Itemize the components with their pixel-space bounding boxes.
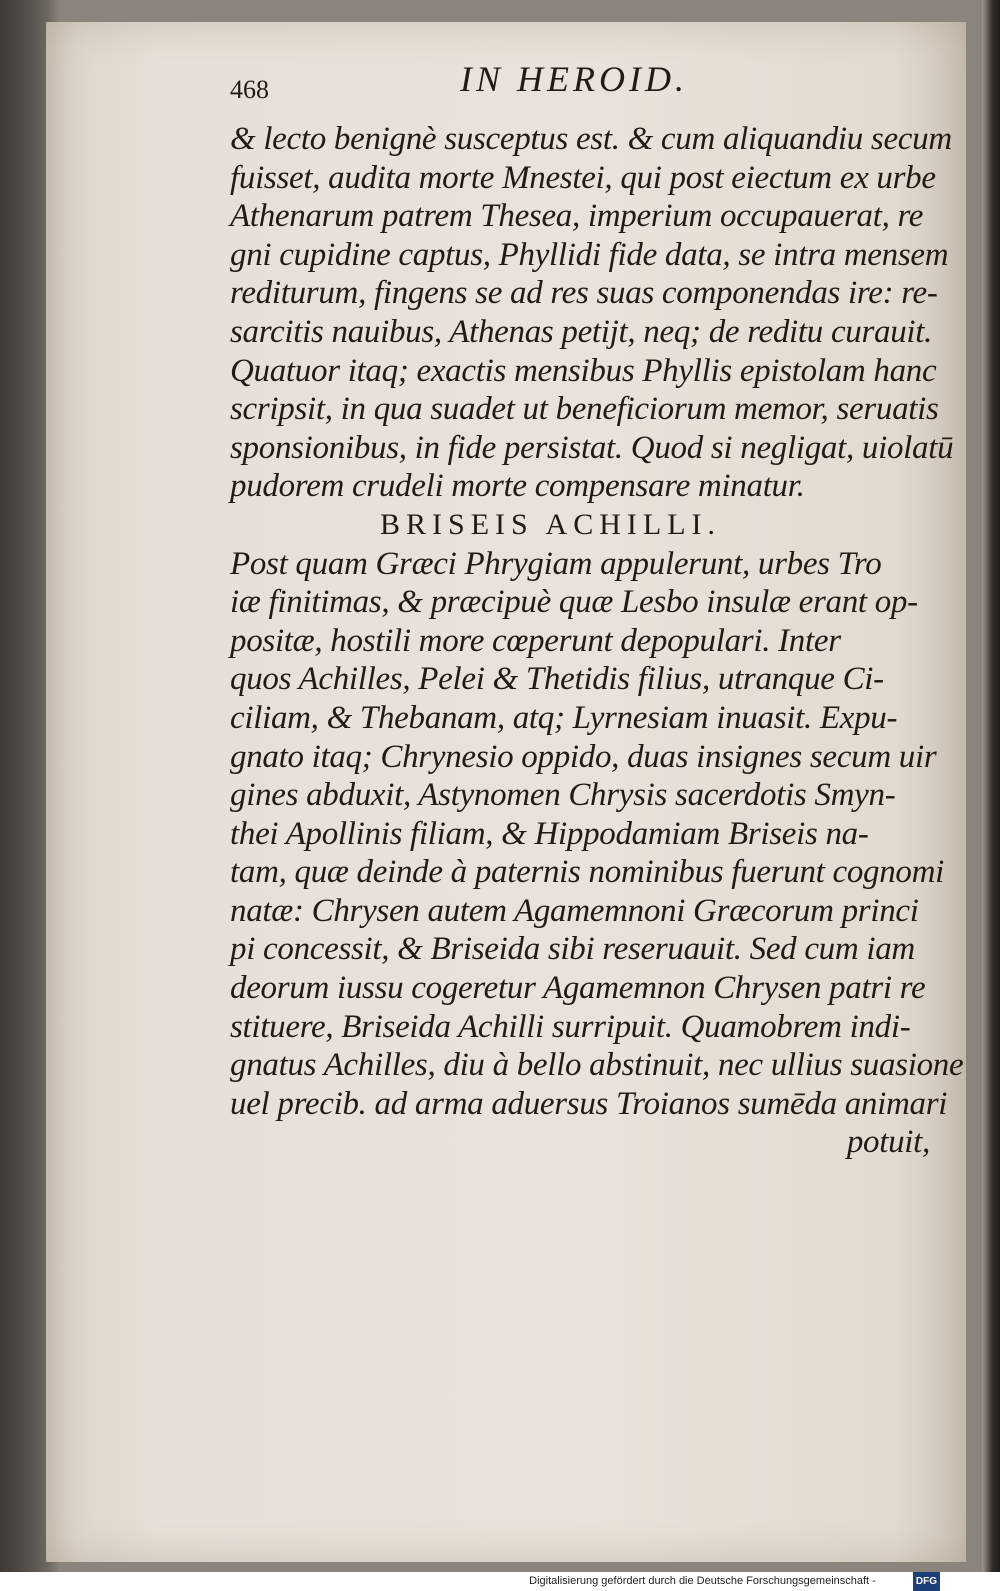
text-line: gines abduxit, Astynomen Chrysis sacerdotis Smyn-	[230, 777, 896, 814]
text-line: Athenarum patrem Thesea, imperium occupauerat, re	[230, 198, 924, 235]
text-line: Post quam Græci Phrygiam appulerunt, urbes Tro	[230, 545, 882, 582]
funding-credit: Digitalisierung gefördert durch die Deutsche Forschungsgemeinschaft -	[529, 1575, 876, 1587]
text-line: tam, quæ deinde à paternis nominibus fuerunt cognomi	[230, 854, 945, 891]
catchword: potuit,	[846, 1124, 930, 1161]
text-line: uel precib. ad arma aduersus Troianos sumēda animari	[230, 1085, 948, 1122]
page-number: 468	[230, 75, 269, 104]
text-line: pi concessit, & Briseida sibi reseruauit. Sed cum iam	[230, 931, 915, 968]
digitization-footer	[0, 1572, 1000, 1591]
text-line: & lecto benignè susceptus est. & cum aliquandiu secum	[230, 121, 952, 157]
dfg-logo: DFG	[913, 1572, 940, 1591]
text-line: pudorem crudeli morte compensare minatur.	[230, 468, 805, 505]
text-line: deorum iussu cogeretur Agamemnon Chrysen patri re	[230, 970, 926, 1007]
text-line: sarcitis nauibus, Athenas petijt, neq; de reditu curauit.	[230, 313, 933, 350]
running-head: IN HEROID.	[460, 59, 688, 99]
text-line: thei Apollinis filiam, & Hippodamiam Briseis na-	[230, 815, 869, 852]
page-gutter	[982, 0, 1000, 1572]
page-header	[190, 50, 950, 120]
text-line: iæ finitimas, & præcipuè quæ Lesbo insulæ erant op-	[230, 584, 918, 621]
text-line: natæ: Chrysen autem Agamemnoni Græcorum princi	[230, 892, 919, 929]
text-line: gnato itaq; Chrynesio oppido, duas insignes secum uir	[230, 738, 937, 775]
text-line: gnatus Achilles, diu à bello abstinuit, nec ullius suasione	[230, 1047, 964, 1084]
section-heading: BRISEIS ACHILLI.	[380, 507, 722, 541]
text-line: scripsit, in qua suadet ut beneficiorum memor, seruatis	[230, 391, 939, 428]
text-line: gni cupidine captus, Phyllidi fide data, se intra mensem	[230, 236, 949, 273]
text-line: stituere, Briseida Achilli surripuit. Quamobrem indi-	[230, 1008, 911, 1045]
text-line: sponsionibus, in fide persistat. Quod si negligat, uiolatū	[230, 429, 954, 466]
page-text	[190, 50, 964, 1162]
text-line: Quatuor itaq; exactis mensibus Phyllis epistolam hanc	[230, 352, 937, 389]
text-line: rediturum, fingens se ad res suas componendas ire: re-	[230, 275, 938, 312]
text-line: positæ, hostili more cœperunt depopulari. Inter	[230, 622, 841, 659]
text-line: ciliam, & Thebanam, atq; Lyrnesiam inuasit. Expu-	[230, 699, 898, 736]
text-line: fuisset, audita morte Mnestei, qui post eiectum ex urbe	[230, 159, 936, 196]
text-line: quos Achilles, Pelei & Thetidis filius, utranque Ci-	[230, 661, 884, 698]
